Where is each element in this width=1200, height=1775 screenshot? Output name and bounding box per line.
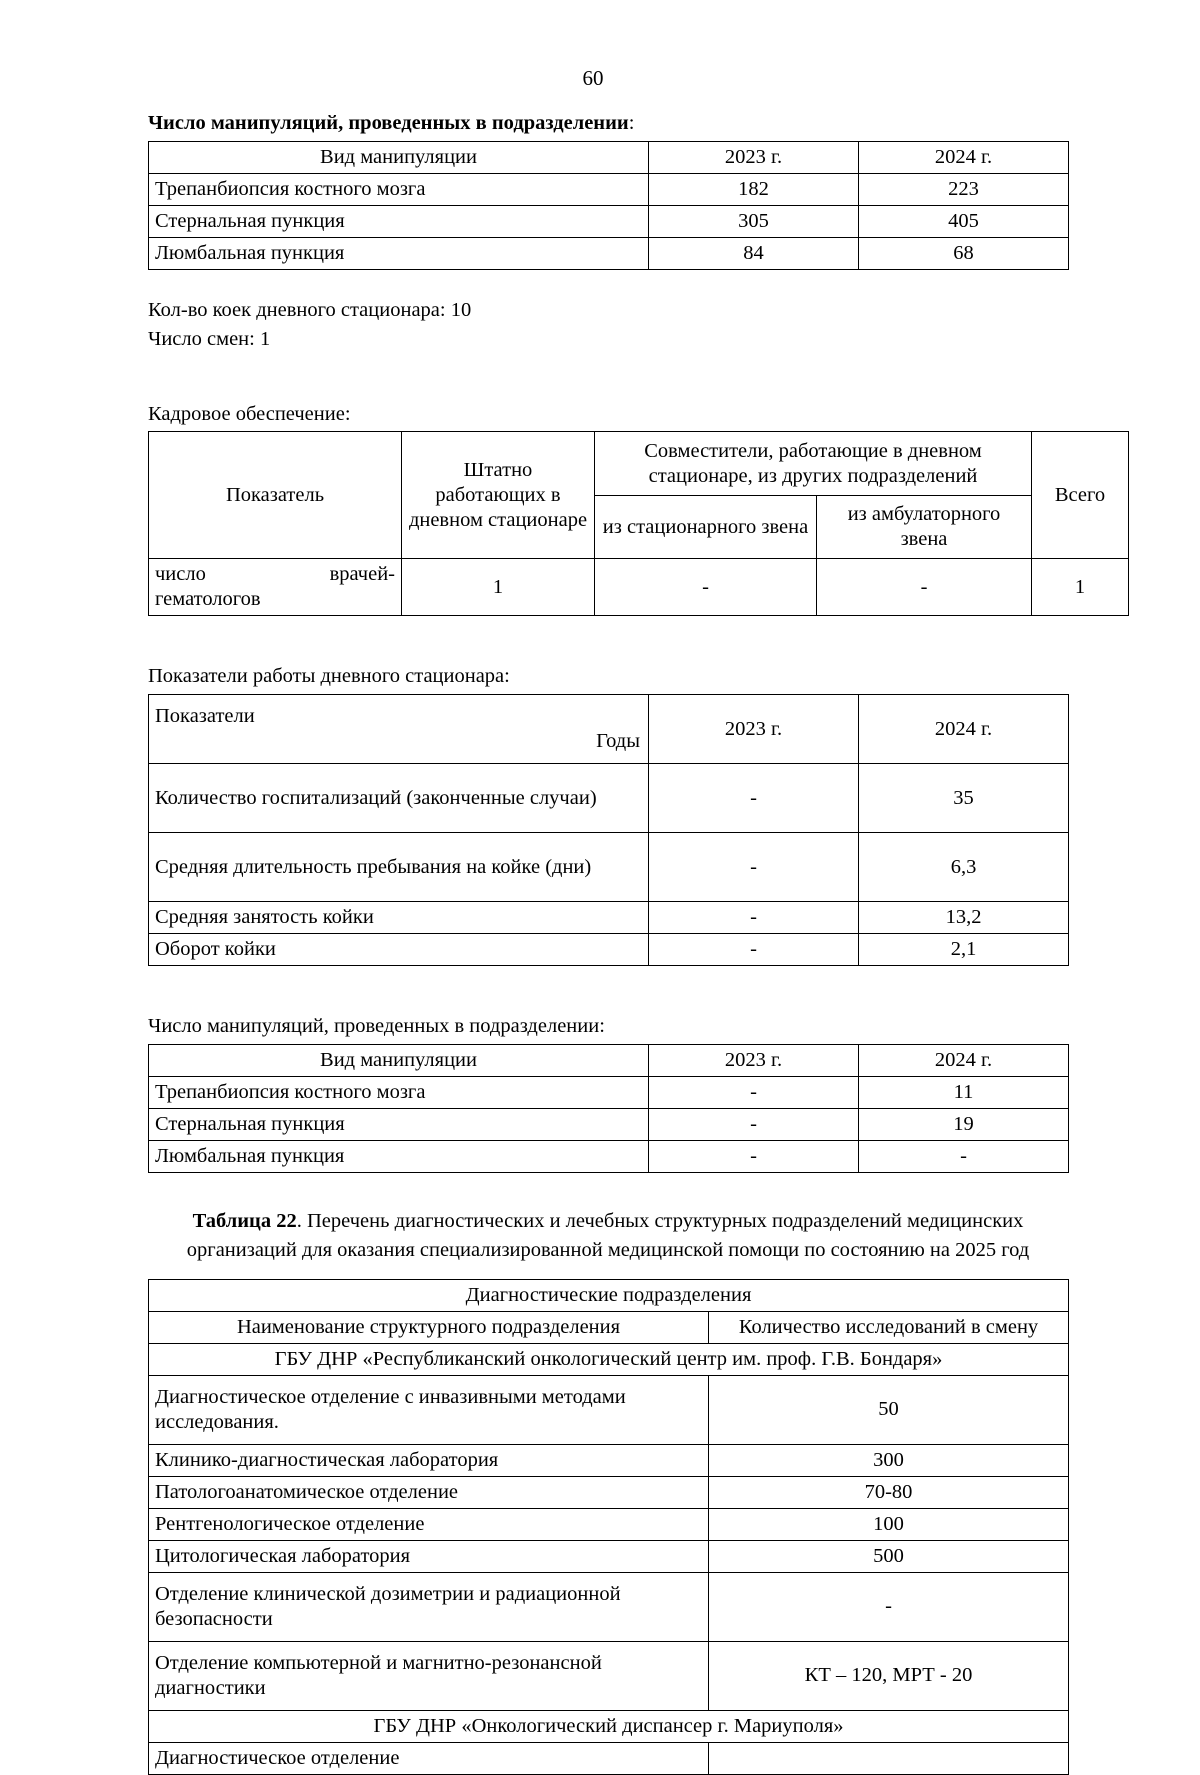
cell-unit-name: Патологоанатомическое отделение: [149, 1476, 709, 1508]
header-cell-2023: 2023 г.: [649, 695, 859, 764]
cell-2023: 84: [649, 237, 859, 269]
cell-unit-name: Цитологическая лаборатория: [149, 1540, 709, 1572]
table-row: [149, 1108, 1069, 1140]
group-header-diagnostic-units: Диагностические подразделения: [149, 1279, 1069, 1311]
cell-name: Оборот койки: [149, 934, 649, 966]
header-label-indicators: Показатели: [155, 705, 255, 728]
cell-2023: 305: [649, 205, 859, 237]
cell-name: Стернальная пункция: [149, 1108, 649, 1140]
cell-unit-name: Отделение компьютерной и магнитно-резонансной диагностики: [149, 1641, 709, 1710]
section-title-manipulations-2: Число манипуляций, проведенных в подразделении:: [148, 1015, 605, 1038]
cell-2023: -: [649, 764, 859, 833]
table-22: [148, 1279, 1069, 1775]
section-title-manipulations-1: [148, 111, 1068, 137]
table-row: [149, 1742, 1069, 1774]
cell-name: Трепанбиопсия костного мозга: [149, 1076, 649, 1108]
table-row: [149, 1076, 1069, 1108]
table-row: [149, 1572, 1069, 1641]
table-row: [149, 559, 1129, 616]
cell-2024: 68: [859, 237, 1069, 269]
cell-2023: -: [649, 902, 859, 934]
header-cell-2023: 2023 г.: [649, 1044, 859, 1076]
table-row-header: [149, 432, 1129, 496]
table-row-org-header: [149, 1343, 1069, 1375]
cell-unit-name: Рентгенологическое отделение: [149, 1508, 709, 1540]
header-cell-indicators-years: [149, 695, 649, 764]
table-row: [149, 1641, 1069, 1710]
section-title-indicators: Показатели работы дневного стационара:: [148, 665, 510, 688]
cell-studies-count: 300: [709, 1444, 1069, 1476]
cell-2024: 2,1: [859, 934, 1069, 966]
cell-studies-count: -: [709, 1572, 1069, 1641]
cell-unit-name: Диагностическое отделение: [149, 1742, 709, 1774]
cell-unit-name: Отделение клинической дозиметрии и радиационной безопасности: [149, 1572, 709, 1641]
org-header-rok: ГБУ ДНР «Республиканский онкологический центр им. проф. Г.В. Бондаря»: [149, 1343, 1069, 1375]
page-number: 60: [582, 66, 604, 90]
cell-2024: 223: [859, 173, 1069, 205]
org-header-mariupol: ГБУ ДНР «Онкологический диспансер г. Мариуполя»: [149, 1710, 1069, 1742]
cell-studies-count: 100: [709, 1508, 1069, 1540]
table-row: [149, 764, 1069, 833]
table-row: [149, 205, 1069, 237]
table-row: [149, 173, 1069, 205]
table-22-caption: [168, 1207, 1048, 1265]
cell-2023: -: [649, 934, 859, 966]
header-cell-manipulation-type: Вид манипуляции: [149, 141, 649, 173]
header-cell-combiners: Совместители, работающие в дневном стационаре, из других подразделений: [595, 432, 1032, 496]
header-cell-2024: 2024 г.: [859, 695, 1069, 764]
table-row: [149, 902, 1069, 934]
header-cell-from-inpatient: из стационарного звена: [595, 495, 817, 559]
header-cell-manipulation-type: Вид манипуляции: [149, 1044, 649, 1076]
cell-name: Люмбальная пункция: [149, 237, 649, 269]
table-row: [149, 1476, 1069, 1508]
table-row: [149, 1140, 1069, 1172]
cell-2024: 11: [859, 1076, 1069, 1108]
table-row: [149, 833, 1069, 902]
cell-indicator-word1: число: [155, 563, 206, 586]
table-row: [149, 1375, 1069, 1444]
table-row-header: [149, 1311, 1069, 1343]
cell-name: Стернальная пункция: [149, 205, 649, 237]
table-22-caption-label: Таблица 22: [192, 1209, 297, 1232]
beds-count-line: Кол-во коек дневного стационара: 10: [148, 298, 472, 321]
header-cell-indicator: Показатель: [149, 432, 402, 559]
header-cell-2023: 2023 г.: [649, 141, 859, 173]
cell-name: Трепанбиопсия костного мозга: [149, 173, 649, 205]
cell-studies-count: 50: [709, 1375, 1069, 1444]
table-indicators: [148, 694, 1069, 966]
cell-2024: 35: [859, 764, 1069, 833]
page-content: [148, 0, 1106, 1775]
cell-total: 1: [1032, 559, 1129, 616]
table-22-caption-text: . Перечень диагностических и лечебных структурных подразделений медицинских организаций для оказания специализированной медицинской помощи по состоянию на 2025 год: [186, 1209, 1030, 1261]
header-label-years: Годы: [596, 730, 640, 753]
cell-2024: 6,3: [859, 833, 1069, 902]
cell-studies-count: 70-80: [709, 1476, 1069, 1508]
cell-name: Средняя длительность пребывания на койке (дни): [149, 833, 649, 902]
cell-2023: -: [649, 1076, 859, 1108]
table-row: [149, 1444, 1069, 1476]
header-cell-total: Всего: [1032, 432, 1129, 559]
cell-from-outpatient: -: [817, 559, 1032, 616]
cell-2024: 405: [859, 205, 1069, 237]
cell-2023: 182: [649, 173, 859, 205]
header-cell-from-outpatient: из амбулаторного звена: [817, 495, 1032, 559]
table-row-header: [149, 1044, 1069, 1076]
table-row: [149, 934, 1069, 966]
header-cell-unit-name: Наименование структурного подразделения: [149, 1311, 709, 1343]
cell-indicator-word2: врачей-: [329, 563, 395, 586]
header-cell-studies-per-shift: Количество исследований в смену: [709, 1311, 1069, 1343]
section-title-manipulations-1-colon: :: [628, 112, 635, 134]
cell-studies-count: 500: [709, 1540, 1069, 1572]
table-row: [149, 1508, 1069, 1540]
table-row-header: [149, 695, 1069, 764]
cell-2024: 13,2: [859, 902, 1069, 934]
header-cell-staffed: Штатно работающих в дневном стационаре: [402, 432, 595, 559]
table-manipulations-2: [148, 1044, 1069, 1173]
cell-studies-count: КТ – 120, МРТ - 20: [709, 1641, 1069, 1710]
table-row: [149, 237, 1069, 269]
cell-indicator-word3: гематологов: [155, 588, 261, 611]
table-row: [149, 1540, 1069, 1572]
cell-2024: 19: [859, 1108, 1069, 1140]
cell-unit-name: Диагностическое отделение с инвазивными методами исследования.: [149, 1375, 709, 1444]
table-staffing: [148, 431, 1129, 616]
cell-unit-name: Клинико-диагностическая лаборатория: [149, 1444, 709, 1476]
cell-2023: -: [649, 833, 859, 902]
table-manipulations-1: [148, 141, 1069, 270]
cell-name: Средняя занятость койки: [149, 902, 649, 934]
header-cell-2024: 2024 г.: [859, 1044, 1069, 1076]
section-title-staffing: Кадровое обеспечение:: [148, 402, 351, 425]
cell-staffed: 1: [402, 559, 595, 616]
cell-indicator-name: [149, 559, 402, 616]
cell-2023: -: [649, 1140, 859, 1172]
section-title-manipulations-1-bold: Число манипуляций, проведенных в подразделении: [148, 112, 629, 134]
shifts-count-line: Число смен: 1: [148, 327, 271, 350]
table-row-header: [149, 141, 1069, 173]
cell-from-inpatient: -: [595, 559, 817, 616]
cell-name: Люмбальная пункция: [149, 1140, 649, 1172]
cell-2024: -: [859, 1140, 1069, 1172]
cell-name: Количество госпитализаций (законченные случаи): [149, 764, 649, 833]
table-row-group-header: [149, 1279, 1069, 1311]
table-row-org-header: [149, 1710, 1069, 1742]
header-cell-2024: 2024 г.: [859, 141, 1069, 173]
cell-2023: -: [649, 1108, 859, 1140]
cell-studies-count: [709, 1742, 1069, 1774]
